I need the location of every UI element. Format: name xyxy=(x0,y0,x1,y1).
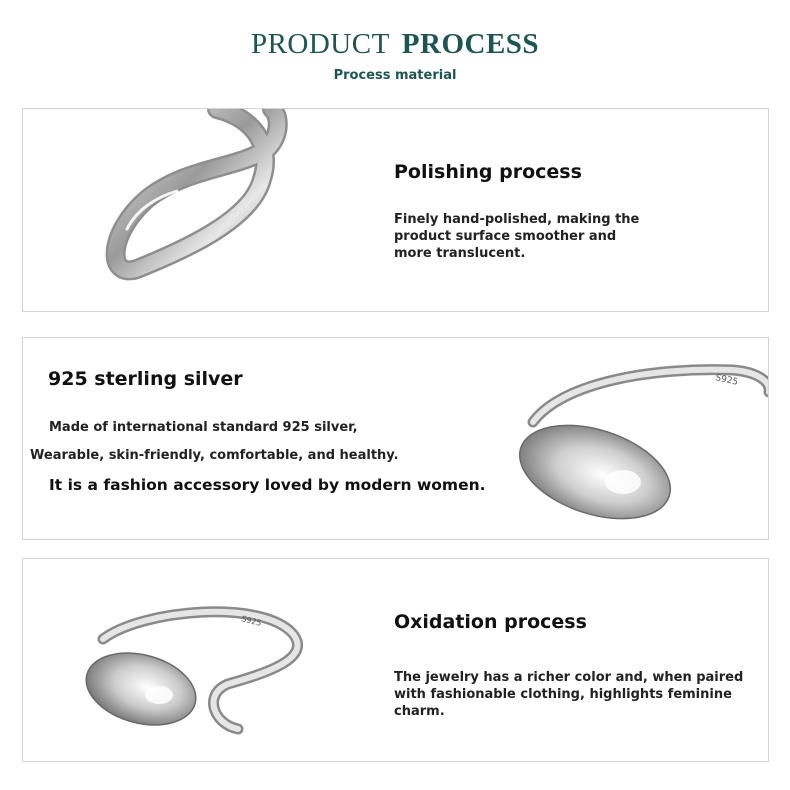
sterling-silver-line-1: Made of international standard 925 silver, xyxy=(49,420,358,435)
sterling-silver-line-3: It is a fashion accessory loved by modern women. xyxy=(49,476,486,494)
sterling-silver-line-2: Wearable, skin-friendly, comfortable, and healthy. xyxy=(30,448,399,463)
title-part-product: PRODUCT xyxy=(250,28,390,60)
oxidation-description: The jewelry has a richer color and, when paired with fashionable clothing, highlights feminine charm. xyxy=(394,670,744,719)
page-header xyxy=(0,0,790,100)
section-polishing xyxy=(22,108,769,312)
sterling-silver-heading: 925 sterling silver xyxy=(48,368,243,390)
s925-engraving-small: S925 xyxy=(240,614,263,628)
page-title xyxy=(0,28,790,61)
ring-side-image xyxy=(503,352,769,532)
section-sterling-silver xyxy=(22,337,769,540)
polishing-description: Finely hand-polished, making the product surface smoother and more translucent. xyxy=(394,212,640,261)
section-oxidation xyxy=(22,558,769,762)
page-subtitle: Process material xyxy=(333,68,457,83)
ring-closeup-image xyxy=(67,109,317,299)
oxidation-heading: Oxidation process xyxy=(394,611,587,633)
polishing-heading: Polishing process xyxy=(394,161,582,183)
s925-engraving: S925 xyxy=(714,373,739,388)
title-part-process: PROCESS xyxy=(401,28,540,60)
ring-full-image xyxy=(63,589,343,749)
